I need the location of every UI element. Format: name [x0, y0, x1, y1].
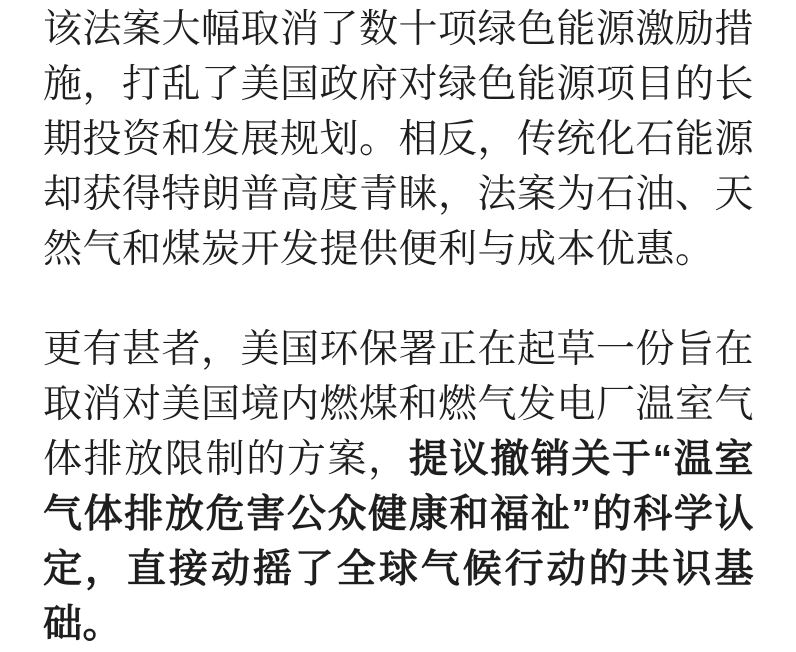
paragraph [43, 322, 754, 652]
emphasized-text: 提议撤销关于“温室气体排放危害公众健康和福祉”的科学认定，直接动摇了全球气候行动的共识基础。 [43, 438, 754, 646]
paragraph [43, 2, 754, 277]
body-text: 更有甚者，美国环保署正在起草一份旨在取消对美国境内燃煤和燃气发电厂温室气体排放限制的方案， [43, 328, 755, 481]
body-text: 该法案大幅取消了数十项绿色能源激励措施，打乱了美国政府对绿色能源项目的长期投资和发展规划。相反，传统化石能源却获得特朗普高度青睐，法案为石油、天然气和煤炭开发提供便利与成本优惠。 [43, 8, 755, 271]
